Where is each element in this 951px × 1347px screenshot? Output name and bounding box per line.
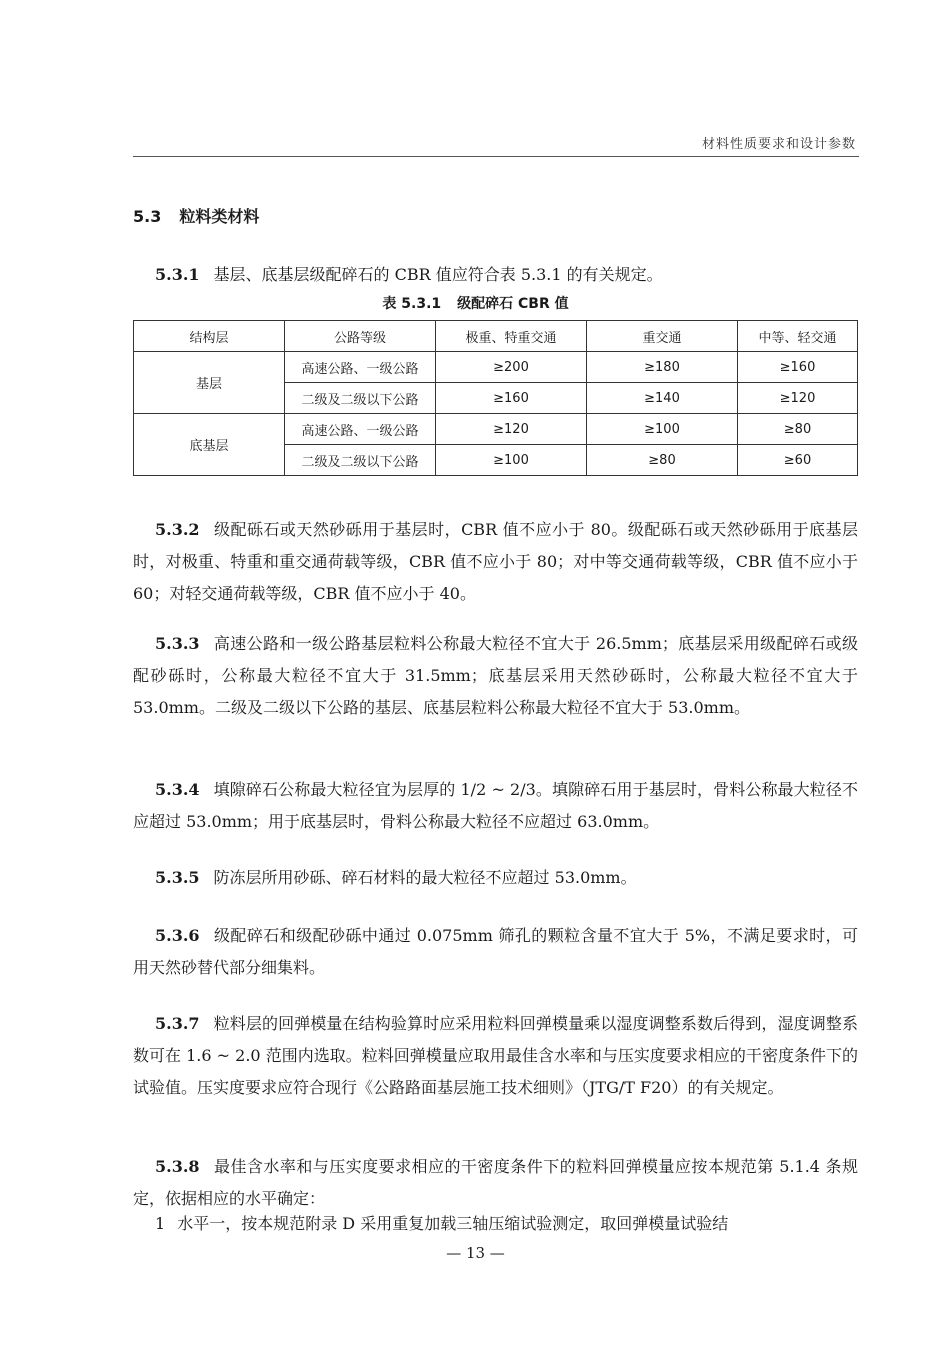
table-row xyxy=(134,414,858,445)
section-title: 粒料类材料 xyxy=(179,207,260,226)
table-cell-value: ≥60 xyxy=(738,445,858,476)
clause-5-3-6 xyxy=(133,920,858,984)
table-cell-value: ≥160 xyxy=(738,352,858,383)
table-row xyxy=(134,352,858,383)
clause-text: 粒料层的回弹模量在结构验算时应采用粒料回弹模量乘以湿度调整系数后得到，湿度调整系数可在 1.6 ~ 2.0 范围内选取。粒料回弹模量应取用最佳含水率和与压实度要求相应的干密度条件下的试验值。压实度要求应符合现行《公路路面基层施工技术细则》（JTG/T F20）的有关规定。 xyxy=(133,1014,858,1097)
list-item xyxy=(155,1208,858,1240)
table-caption xyxy=(0,293,951,313)
clause-5-3-1 xyxy=(133,259,858,291)
clause-number: 5.3.1 xyxy=(155,265,200,284)
table-header-cell: 极重、特重交通 xyxy=(436,321,587,352)
clause-text: 基层、底基层级配碎石的 CBR 值应符合表 5.3.1 的有关规定。 xyxy=(213,265,663,284)
clause-5-3-7 xyxy=(133,1008,858,1104)
header-rule xyxy=(133,156,859,157)
clause-5-3-8 xyxy=(133,1151,858,1215)
clause-text: 高速公路和一级公路基层粒料公称最大粒径不宜大于 26.5mm；底基层采用级配碎石或级配砂砾时，公称最大粒径不宜大于 31.5mm；底基层采用天然砂砾时，公称最大粒径不宜大于 53.0mm。二级及二级以下公路的基层、底基层粒料公称最大粒径不宜大于 53.0mm。 xyxy=(133,634,858,717)
table-cell-value: ≥80 xyxy=(738,414,858,445)
clause-number: 5.3.5 xyxy=(155,868,200,887)
clause-number: 5.3.4 xyxy=(155,780,200,799)
table-cell-value: ≥100 xyxy=(436,445,587,476)
clause-number: 5.3.3 xyxy=(155,634,200,653)
table-header-row xyxy=(134,321,858,352)
clause-5-3-4 xyxy=(133,774,858,838)
clause-5-3-5 xyxy=(133,862,858,894)
table-cell-grade: 高速公路、一级公路 xyxy=(285,414,436,445)
section-heading xyxy=(133,204,259,227)
table-cell-grade: 二级及二级以下公路 xyxy=(285,383,436,414)
table-cell-value: ≥180 xyxy=(587,352,738,383)
table-cell-layer: 底基层 xyxy=(134,414,285,476)
table-caption-number: 表 5.3.1 xyxy=(382,296,442,312)
section-number: 5.3 xyxy=(133,207,162,226)
clause-text: 最佳含水率和与压实度要求相应的干密度条件下的粒料回弹模量应按本规范第 5.1.4 条规定，依据相应的水平确定： xyxy=(133,1157,858,1208)
table-header-cell: 公路等级 xyxy=(285,321,436,352)
table-cell-value: ≥80 xyxy=(587,445,738,476)
table-cell-value: ≥140 xyxy=(587,383,738,414)
table-header-cell: 结构层 xyxy=(134,321,285,352)
clause-5-3-3 xyxy=(133,628,858,724)
list-item-number: 1 xyxy=(155,1214,166,1233)
clause-text: 填隙碎石公称最大粒径宜为层厚的 1/2 ~ 2/3。填隙碎石用于基层时，骨料公称最大粒径不应超过 53.0mm；用于底基层时，骨料公称最大粒径不应超过 63.0mm。 xyxy=(133,780,858,831)
table-cell-value: ≥120 xyxy=(738,383,858,414)
table-cell-value: ≥160 xyxy=(436,383,587,414)
running-header: 材料性质要求和设计参数 xyxy=(701,137,856,152)
table-cell-layer: 基层 xyxy=(134,352,285,414)
clause-number: 5.3.6 xyxy=(155,926,200,945)
clause-5-3-2 xyxy=(133,514,858,610)
table-cell-grade: 二级及二级以下公路 xyxy=(285,445,436,476)
table-header-cell: 中等、轻交通 xyxy=(738,321,858,352)
list-item-text: 水平一，按本规范附录 D 采用重复加载三轴压缩试验测定，取回弹模量试验结 xyxy=(177,1214,729,1233)
table-cell-value: ≥100 xyxy=(587,414,738,445)
cbr-table xyxy=(133,320,858,476)
table-cell-value: ≥120 xyxy=(436,414,587,445)
page-number: — 13 — xyxy=(446,1244,505,1262)
table-cell-value: ≥200 xyxy=(436,352,587,383)
clause-number: 5.3.2 xyxy=(155,520,200,539)
table-header-cell: 重交通 xyxy=(587,321,738,352)
table-caption-title: 级配碎石 CBR 值 xyxy=(457,296,569,312)
clause-number: 5.3.7 xyxy=(155,1014,200,1033)
clause-text: 级配碎石和级配砂砾中通过 0.075mm 筛孔的颗粒含量不宜大于 5%，不满足要求时，可用天然砂替代部分细集料。 xyxy=(133,926,858,977)
clause-text: 级配砾石或天然砂砾用于基层时，CBR 值不应小于 80。级配砾石或天然砂砾用于底基层时，对极重、特重和重交通荷载等级，CBR 值不应小于 80；对中等交通荷载等级，CBR 值不应小于 60；对轻交通荷载等级，CBR 值不应小于 40。 xyxy=(133,520,858,603)
table-cell-grade: 高速公路、一级公路 xyxy=(285,352,436,383)
clause-number: 5.3.8 xyxy=(155,1157,200,1176)
clause-text: 防冻层所用砂砾、碎石材料的最大粒径不应超过 53.0mm。 xyxy=(213,868,637,887)
